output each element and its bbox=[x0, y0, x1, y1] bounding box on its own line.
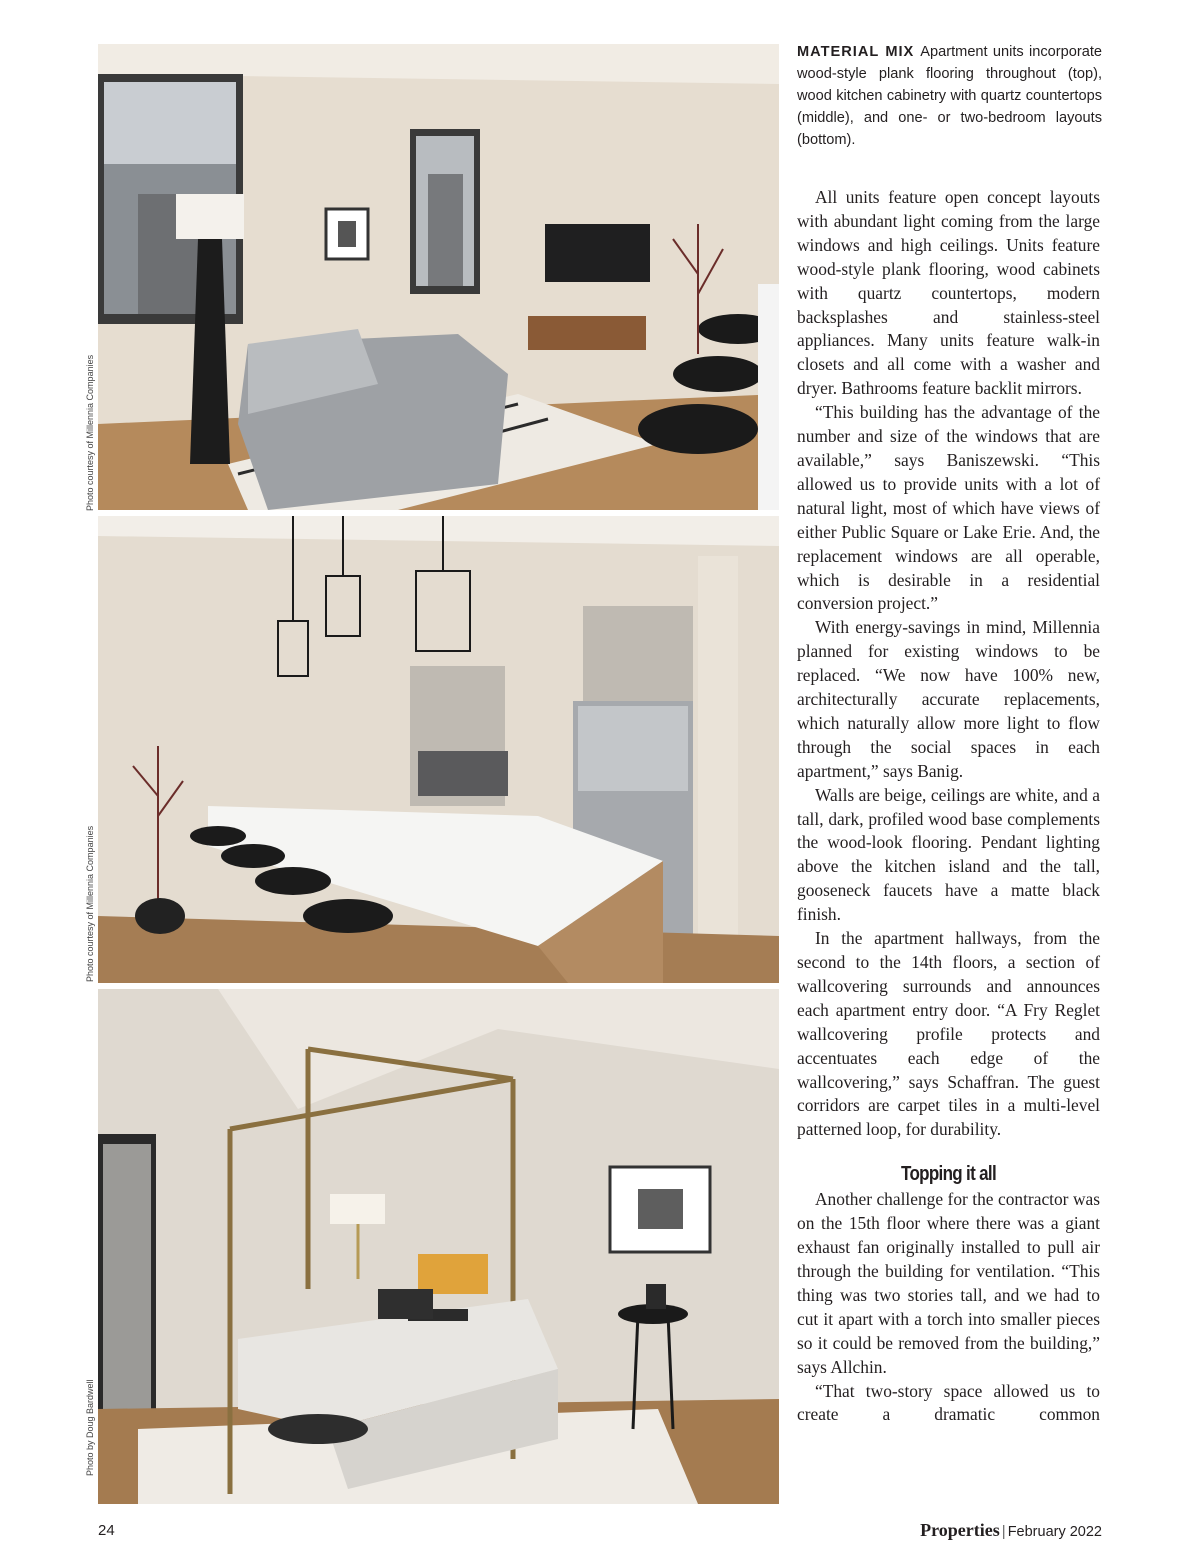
photo-caption bbox=[797, 41, 1102, 151]
magazine-name: Properties bbox=[920, 1520, 1000, 1540]
article-paragraph: Another challenge for the contractor was on the 15th floor where there was a giant exhaust fan originally installed to pull air through the building for ventilation. “This thing was two stories tall, and we had to cut it apart with a torch into smaller pieces so it could be removed from the building,” says Allchin. bbox=[797, 1189, 1100, 1377]
article-paragraph: With energy-savings in mind, Millennia planned for existing windows to be replaced. “We now have 100% new, architecturally accurate replacements, which naturally allow more light to flow through the social spaces in each apartment,” says Banig. bbox=[797, 617, 1100, 781]
article-paragraph: “This building has the advantage of the number and size of the windows that are available,” says Baniszewski. “This allowed us to provide units with a lot of natural light, most of which have views of either Public Square or Lake Erie. And, the replacement windows are all operable, which is desirable in a residential conversion project.” bbox=[797, 402, 1100, 614]
caption-kicker: MATERIAL MIX bbox=[797, 44, 915, 60]
caption-text: Apartment units incorporate wood-style plank flooring throughout (top), wood kitchen cabinetry with quartz countertops (middle), and one- or two-bedroom layouts (bottom). bbox=[797, 44, 1103, 148]
article-paragraph: “That two-story space allowed us to create a dramatic common bbox=[797, 1380, 1100, 1425]
article-paragraph: All units feature open concept layouts with abundant light coming from the large windows and high ceilings. Units feature wood-style plank flooring, wood cabinets with quartz countertops, modern backsplashes and stainless-steel appliances. Many units feature walk-in closets and all come with a washer and dryer. Bathrooms feature backlit mirrors. bbox=[797, 187, 1100, 399]
article-body bbox=[797, 186, 1100, 1427]
kitchen-photo bbox=[98, 516, 779, 983]
bedroom-photo bbox=[98, 989, 779, 1504]
article-subhead: Topping it all bbox=[901, 1163, 996, 1186]
article-paragraph: Walls are beige, ceilings are white, and a tall, dark, profiled wood base complements the wood-look flooring. Pendant lighting above the kitchen island and the tall, gooseneck faucets have a matte black finish. bbox=[797, 784, 1100, 925]
page-number: 24 bbox=[98, 1522, 115, 1539]
article-paragraph: In the apartment hallways, from the second to the 14th floors, a section of wallcovering surrounds and announces each apartment entry door. “A Fry Reglet wallcovering profile protects and accentuates each edge of the wallcovering,” says Schaffran. The guest corridors are carpet tiles in a multi-level patterned loop, for durability. bbox=[797, 928, 1100, 1140]
issue-date: February 2022 bbox=[1007, 1524, 1102, 1540]
magazine-footer bbox=[920, 1520, 1102, 1541]
living-room-photo bbox=[98, 44, 779, 510]
footer-separator: | bbox=[1001, 1523, 1006, 1540]
